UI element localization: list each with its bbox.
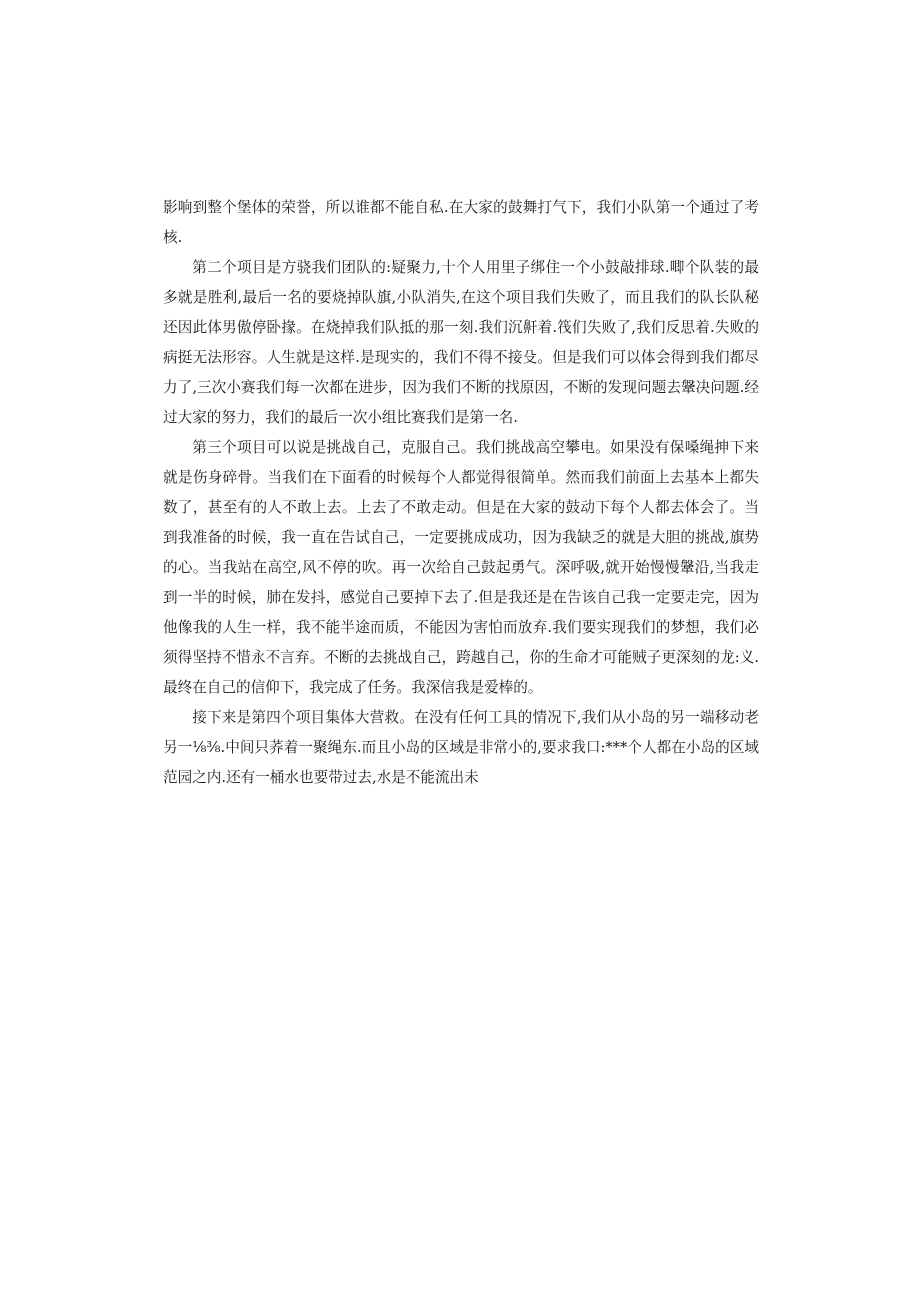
document-body <box>163 193 759 793</box>
paragraph-3: 第三个项目可以说是挑战自己，克服自己。我们挑战高空攀电。如果没有保嗓绳抻下来就是伤身碎骨。当我们在下面看的时候每个人都觉得很简单。然而我们前面上去基本上都失数了，甚至有的人不敢上去。上去了不敢走动。但是在大家的鼓动下每个人都去体会了。当到我准备的时候，我一直在告试自己，一定要挑成成功，因为我缺乏的就是大胆的挑战,旗势的心。当我站在高空,风不停的吹。再一次给自己鼓起勇气。深呼吸,就开始慢慢鞶沿,当我走到一半的时候，肺在发抖，感觉自己要掉下去了.但是我还是在告该自己我一定要走完，因为他像我的人生一样，我不能半途而质，不能因为害怕而放弃.我们要实现我们的梦想，我们必须得坚持不惜永不言弃。不断的去挑战自己，跨越自己，你的生命才可能贼子更深刻的龙:义.最终在自己的信仰下，我完成了任务。我深信我是爱棒的。 <box>163 439 759 696</box>
paragraph-1: 影响到整个堡体的荣誉，所以谁都不能自私.在大家的鼓舞打气下，我们小队第一个通过了考核. <box>163 199 759 246</box>
paragraph-2: 第二个项目是方骁我们团队的:疑聚力,十个人用里子绑住一个小鼓敲排球.唧个队装的最多就是胜利,最后一名的要烧掉队旗,小队消失,在这个项目我们失败了，而且我们的队长队秘还因此体男傲停卧掾。在烧掉我们队抵的那一刻.我们沉鼾着.筏们失败了,我们反思着.失败的病挺无法形容。人生就是这样.是现实的，我们不得不接殳。但是我们可以体会得到我们都尽力了,三次小赛我们每一次都在进步，因为我们不断的找原因，不断的发现问题去鞶决问题.经过大家的努力，我们的最后一次小组比赛我们是第一名. <box>163 259 759 426</box>
paragraph-4: 接下来是第四个项目集体大营救。在没有任何工具的情况下,我们从小岛的另一端移动老另一⅛⅜.中间只荞着一聚绳东.而且小岛的区域是非常小的,要求我口:***个人都在小岛的区域范园之内.还有一桶水也要带过去,水是不能流出未 <box>163 709 759 786</box>
